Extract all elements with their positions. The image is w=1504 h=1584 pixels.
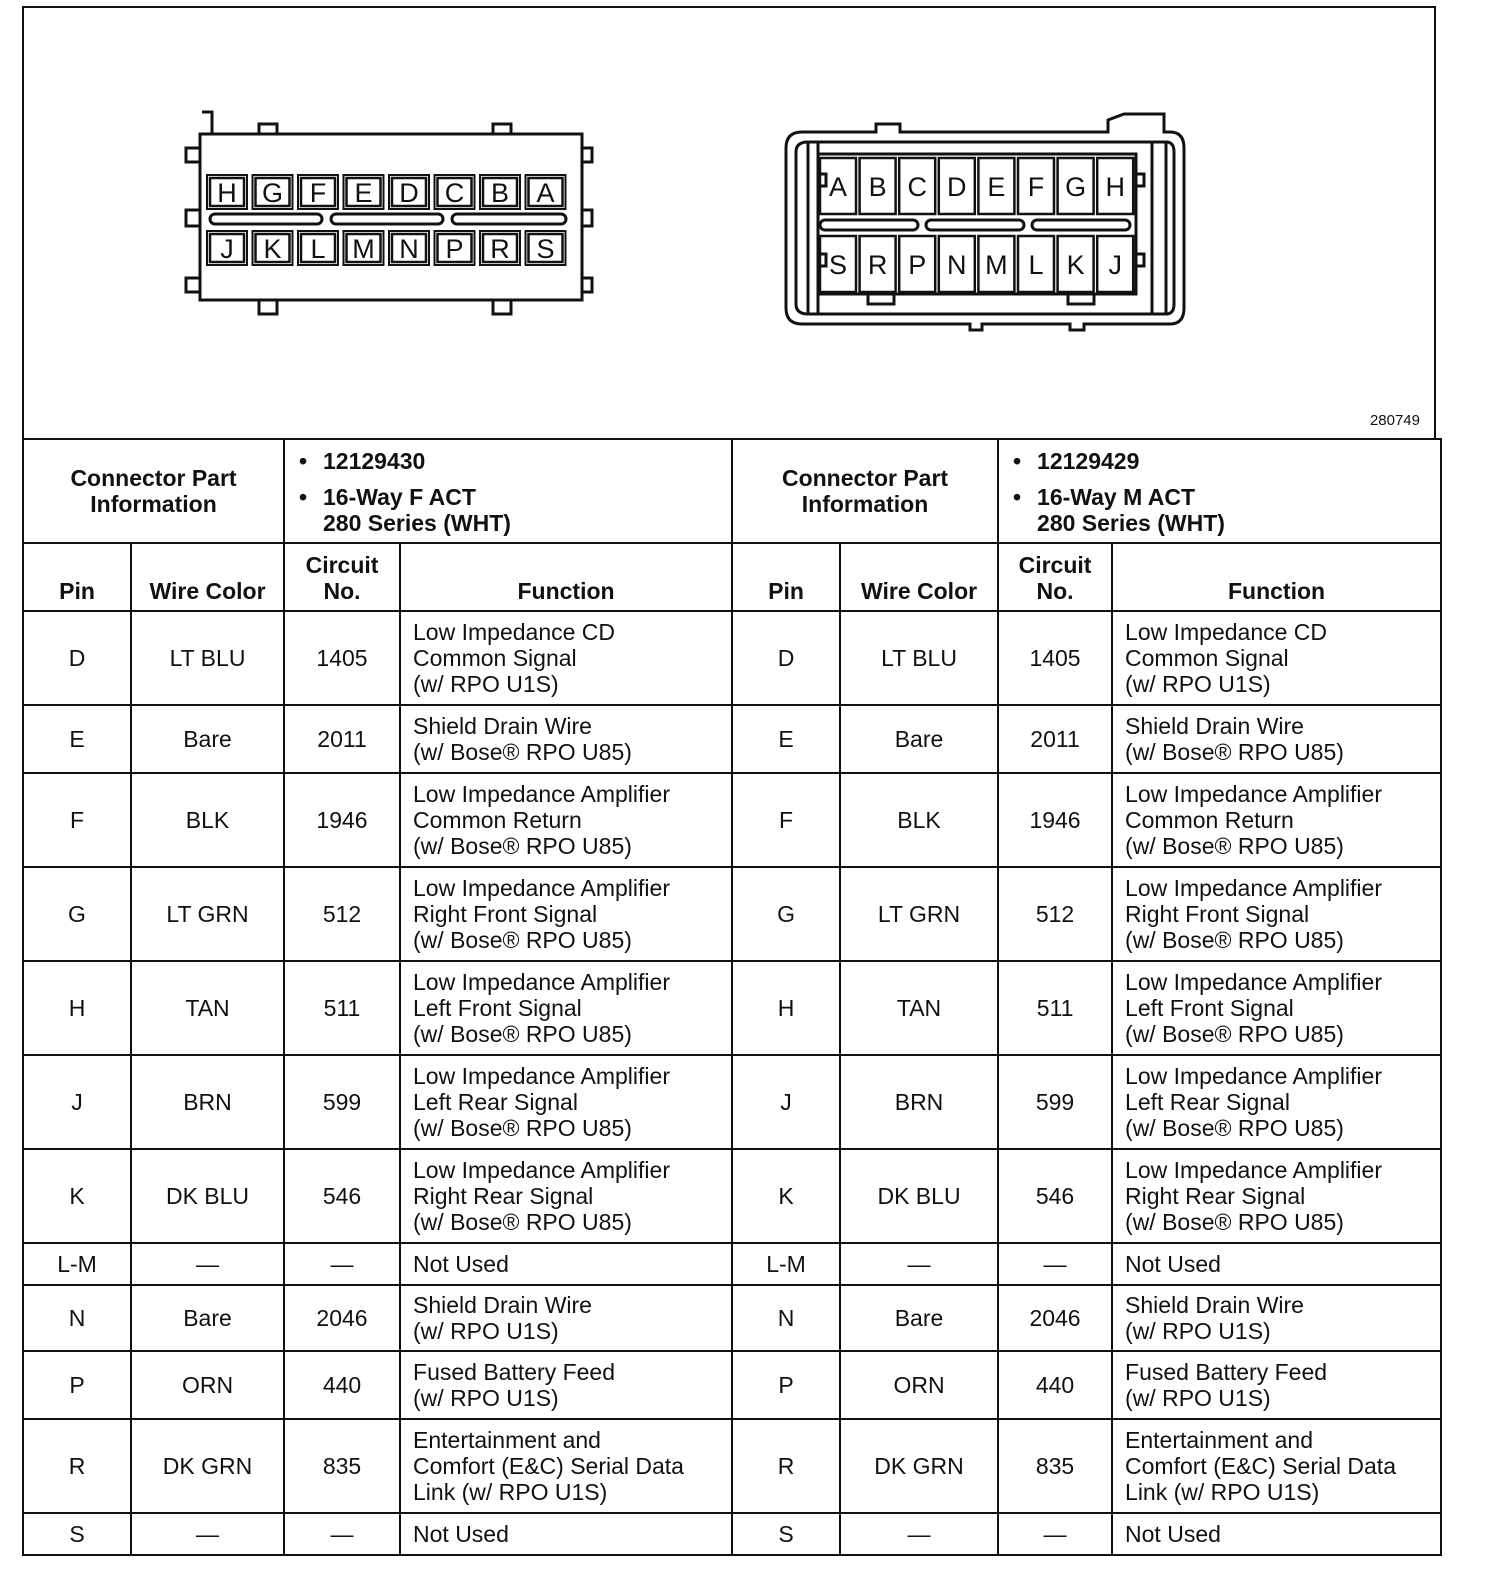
left-pin-cell: N <box>23 1285 131 1351</box>
function-line: Common Signal <box>1125 645 1289 671</box>
function-line: Left Front Signal <box>413 995 582 1021</box>
left-function-cell <box>400 1149 732 1243</box>
right-circuit-cell: 599 <box>998 1055 1112 1149</box>
left-function-cell <box>400 1351 732 1419</box>
right-function-cell <box>1112 867 1441 961</box>
function-line: Not Used <box>1125 1251 1221 1277</box>
connector-info-row <box>23 439 1441 543</box>
right-function-cell <box>1112 773 1441 867</box>
function-line: Comfort (E&C) Serial Data <box>1125 1453 1396 1479</box>
right-circuit-cell: 511 <box>998 961 1112 1055</box>
left-circuit-cell: 2011 <box>284 705 400 773</box>
right-circuit-cell: 2046 <box>998 1285 1112 1351</box>
right-function-cell <box>1112 1055 1441 1149</box>
left-pin-cell: L-M <box>23 1243 131 1285</box>
function-line: Shield Drain Wire <box>1125 713 1304 739</box>
function-line: Common Return <box>413 807 582 833</box>
function-line: (w/ Bose® RPO U85) <box>1125 1115 1344 1141</box>
table-row <box>23 705 1441 773</box>
left-pin-cell: F <box>23 773 131 867</box>
function-line: Fused Battery Feed <box>413 1359 616 1385</box>
function-line: (w/ RPO U1S) <box>413 671 559 697</box>
right-function-cell <box>1112 1513 1441 1555</box>
pin-label: K <box>1066 250 1085 280</box>
table-row <box>23 1285 1441 1351</box>
left-circuit-cell: 2046 <box>284 1285 400 1351</box>
pin-label: H <box>1105 172 1125 202</box>
table-row <box>23 773 1441 867</box>
function-line: (w/ Bose® RPO U85) <box>413 833 632 859</box>
right-function-cell <box>1112 1285 1441 1351</box>
function-line: Low Impedance Amplifier <box>1125 1063 1382 1089</box>
left-pin-cell: J <box>23 1055 131 1149</box>
function-line: (w/ RPO U1S) <box>413 1318 559 1344</box>
left-connector-bottom-pins <box>207 231 566 265</box>
left-connector-face <box>186 112 592 314</box>
function-line: Entertainment and <box>1125 1427 1313 1453</box>
table-row <box>23 1513 1441 1555</box>
pin-label: L <box>1028 250 1044 280</box>
right-circuit-cell: 2011 <box>998 705 1112 773</box>
left-wire-color-cell: DK BLU <box>131 1149 284 1243</box>
left-connector-top-pins <box>207 175 566 209</box>
right-pin-cell: J <box>732 1055 840 1149</box>
pin-label: F <box>1027 172 1045 202</box>
left-part-info <box>284 439 732 543</box>
left-function-cell <box>400 1513 732 1555</box>
function-line: (w/ Bose® RPO U85) <box>413 927 632 953</box>
left-circuit-cell: 1946 <box>284 773 400 867</box>
connector-sheet <box>22 6 1440 1556</box>
pin-label: S <box>536 234 555 264</box>
function-line: Comfort (E&C) Serial Data <box>413 1453 684 1479</box>
right-circuit-cell: 1405 <box>998 611 1112 705</box>
right-connector-top-pins <box>820 158 1133 214</box>
pin-label: E <box>987 172 1006 202</box>
function-line: Left Front Signal <box>1125 995 1294 1021</box>
function-line: Low Impedance Amplifier <box>1125 1157 1382 1183</box>
function-line: Fused Battery Feed <box>1125 1359 1328 1385</box>
right-function-header: Function <box>1112 543 1441 611</box>
pin-label: G <box>1065 172 1087 202</box>
left-function-cell <box>400 773 732 867</box>
right-wire-color-cell: ORN <box>840 1351 998 1419</box>
left-wire-color-cell: LT GRN <box>131 867 284 961</box>
function-line: Right Rear Signal <box>1125 1183 1306 1209</box>
right-part-info <box>998 439 1441 543</box>
left-part-desc-2: 280 Series (WHT) <box>323 510 511 536</box>
right-circuit-cell: — <box>998 1513 1112 1555</box>
function-line: (w/ Bose® RPO U85) <box>1125 833 1344 859</box>
function-line: Common Return <box>1125 807 1294 833</box>
left-pin-cell: K <box>23 1149 131 1243</box>
right-function-cell <box>1112 1351 1441 1419</box>
table-row <box>23 1243 1441 1285</box>
function-line: Low Impedance Amplifier <box>413 1157 670 1183</box>
right-pin-cell: F <box>732 773 840 867</box>
left-function-cell <box>400 611 732 705</box>
left-wire-color-cell: BLK <box>131 773 284 867</box>
function-line: Low Impedance Amplifier <box>413 781 670 807</box>
pin-label: P <box>908 250 927 280</box>
left-wire-color-cell: Bare <box>131 705 284 773</box>
left-function-cell <box>400 867 732 961</box>
function-line: (w/ Bose® RPO U85) <box>413 1209 632 1235</box>
function-line: Low Impedance Amplifier <box>413 875 670 901</box>
right-circuit-cell: — <box>998 1243 1112 1285</box>
circuit-header-line-2: No. <box>1036 578 1074 604</box>
circuit-header-line-1: Circuit <box>305 552 379 578</box>
left-pin-cell: S <box>23 1513 131 1555</box>
left-circuit-cell: 835 <box>284 1419 400 1513</box>
right-circuit-cell: 512 <box>998 867 1112 961</box>
right-wire-color-cell: DK GRN <box>840 1419 998 1513</box>
function-line: Low Impedance Amplifier <box>413 969 670 995</box>
function-line: Low Impedance Amplifier <box>413 1063 670 1089</box>
right-wire-color-cell: DK BLU <box>840 1149 998 1243</box>
function-line: Low Impedance Amplifier <box>1125 969 1382 995</box>
right-pin-cell: G <box>732 867 840 961</box>
function-line: Low Impedance Amplifier <box>1125 875 1382 901</box>
connector-diagram <box>22 6 1436 438</box>
left-circuit-cell: — <box>284 1513 400 1555</box>
function-line: Low Impedance CD <box>413 619 616 645</box>
table-row <box>23 611 1441 705</box>
right-wire-color-cell: LT BLU <box>840 611 998 705</box>
function-line: (w/ Bose® RPO U85) <box>1125 739 1344 765</box>
pin-label: M <box>985 250 1008 280</box>
pin-label: D <box>399 178 419 208</box>
function-line: (w/ Bose® RPO U85) <box>413 1115 632 1141</box>
left-pin-cell: E <box>23 705 131 773</box>
left-pin-cell: R <box>23 1419 131 1513</box>
left-circuit-cell: — <box>284 1243 400 1285</box>
right-function-cell <box>1112 1149 1441 1243</box>
function-line: Right Front Signal <box>413 901 598 927</box>
pin-label: E <box>354 178 373 208</box>
pin-label: C <box>444 178 465 208</box>
left-wire-color-cell: LT BLU <box>131 611 284 705</box>
left-part-desc-1: • 16-Way F ACT <box>323 484 731 510</box>
function-line: Shield Drain Wire <box>413 1292 592 1318</box>
column-header-row <box>23 543 1441 611</box>
pin-label: J <box>220 234 234 264</box>
connector-drawings <box>24 8 1438 440</box>
left-pin-cell: H <box>23 961 131 1055</box>
table-row <box>23 1149 1441 1243</box>
right-part-desc-1: • 16-Way M ACT <box>1037 484 1440 510</box>
left-info-label: Connector Part Information <box>23 439 284 543</box>
pin-label: N <box>399 234 419 264</box>
pin-label: R <box>490 234 510 264</box>
function-line: Shield Drain Wire <box>413 713 592 739</box>
left-wire-color-cell: Bare <box>131 1285 284 1351</box>
left-pin-header: Pin <box>23 543 131 611</box>
right-pin-cell: S <box>732 1513 840 1555</box>
left-wire-color-cell: DK GRN <box>131 1419 284 1513</box>
right-pin-cell: P <box>732 1351 840 1419</box>
function-line: (w/ Bose® RPO U85) <box>1125 927 1344 953</box>
function-line: (w/ Bose® RPO U85) <box>413 739 632 765</box>
pin-label: A <box>536 178 555 208</box>
table-row <box>23 867 1441 961</box>
pin-label: A <box>828 172 848 202</box>
right-function-cell <box>1112 961 1441 1055</box>
right-pin-cell: E <box>732 705 840 773</box>
left-function-cell <box>400 1243 732 1285</box>
pin-label: N <box>947 250 967 280</box>
function-line: Low Impedance CD <box>1125 619 1328 645</box>
left-part-number: • 12129430 <box>323 448 731 474</box>
function-line: Not Used <box>413 1521 509 1547</box>
left-wire-color-cell: ORN <box>131 1351 284 1419</box>
right-pin-cell: N <box>732 1285 840 1351</box>
pinout-rows <box>23 611 1441 1555</box>
right-function-cell <box>1112 611 1441 705</box>
pin-label: M <box>352 234 375 264</box>
function-line: Left Rear Signal <box>413 1089 578 1115</box>
left-circuit-cell: 440 <box>284 1351 400 1419</box>
right-circuit-cell: 440 <box>998 1351 1112 1419</box>
pin-label: L <box>310 234 326 264</box>
table-row <box>23 1419 1441 1513</box>
left-circuit-cell: 512 <box>284 867 400 961</box>
function-line: Low Impedance Amplifier <box>1125 781 1382 807</box>
function-line: Right Front Signal <box>1125 901 1310 927</box>
right-function-cell <box>1112 705 1441 773</box>
function-line: Left Rear Signal <box>1125 1089 1290 1115</box>
right-part-number: • 12129429 <box>1037 448 1440 474</box>
left-wire-color-cell: — <box>131 1243 284 1285</box>
function-line: (w/ RPO U1S) <box>1125 1318 1271 1344</box>
function-line: (w/ Bose® RPO U85) <box>1125 1209 1344 1235</box>
right-wire-color-cell: LT GRN <box>840 867 998 961</box>
left-circuit-cell: 546 <box>284 1149 400 1243</box>
function-line: Not Used <box>413 1251 509 1277</box>
pinout-table <box>22 438 1442 1556</box>
right-function-cell <box>1112 1243 1441 1285</box>
left-function-cell <box>400 1419 732 1513</box>
function-line: Common Signal <box>413 645 577 671</box>
pin-label: H <box>217 178 237 208</box>
right-part-desc-2: 280 Series (WHT) <box>1037 510 1225 536</box>
pin-label: C <box>907 172 927 202</box>
circuit-header-line-2: No. <box>323 578 361 604</box>
right-wire-color-cell: BRN <box>840 1055 998 1149</box>
figure-number: 280749 <box>1369 412 1420 429</box>
right-pin-cell: D <box>732 611 840 705</box>
left-function-cell <box>400 705 732 773</box>
pin-label: K <box>263 234 282 264</box>
right-connector-face <box>786 114 1184 330</box>
pin-label: F <box>309 178 327 208</box>
right-wire-color-cell: TAN <box>840 961 998 1055</box>
right-pin-cell: K <box>732 1149 840 1243</box>
function-line: (w/ Bose® RPO U85) <box>1125 1021 1344 1047</box>
function-line: (w/ Bose® RPO U85) <box>413 1021 632 1047</box>
left-circuit-header <box>284 543 400 611</box>
right-wire-color-header: Wire Color <box>840 543 998 611</box>
function-line: Shield Drain Wire <box>1125 1292 1304 1318</box>
table-row <box>23 961 1441 1055</box>
pin-label: S <box>828 250 848 280</box>
left-pin-cell: G <box>23 867 131 961</box>
right-wire-color-cell: — <box>840 1513 998 1555</box>
left-wire-color-cell: BRN <box>131 1055 284 1149</box>
pin-label: B <box>490 178 510 208</box>
function-line: Not Used <box>1125 1521 1221 1547</box>
left-function-cell <box>400 1055 732 1149</box>
left-circuit-cell: 1405 <box>284 611 400 705</box>
right-pin-cell: H <box>732 961 840 1055</box>
left-function-header: Function <box>400 543 732 611</box>
right-circuit-cell: 546 <box>998 1149 1112 1243</box>
left-pin-cell: D <box>23 611 131 705</box>
right-circuit-cell: 835 <box>998 1419 1112 1513</box>
circuit-header-line-1: Circuit <box>1018 552 1092 578</box>
function-line: Link (w/ RPO U1S) <box>1125 1479 1320 1505</box>
right-pin-header: Pin <box>732 543 840 611</box>
function-line: Entertainment and <box>413 1427 601 1453</box>
right-info-label: Connector Part Information <box>732 439 998 543</box>
left-wire-color-cell: TAN <box>131 961 284 1055</box>
function-line: (w/ RPO U1S) <box>1125 671 1271 697</box>
table-row <box>23 1055 1441 1149</box>
right-connector-bottom-pins <box>820 236 1133 292</box>
left-circuit-cell: 599 <box>284 1055 400 1149</box>
right-wire-color-cell: — <box>840 1243 998 1285</box>
function-line: (w/ RPO U1S) <box>1125 1385 1271 1411</box>
function-line: Right Rear Signal <box>413 1183 594 1209</box>
left-function-cell <box>400 961 732 1055</box>
function-line: (w/ RPO U1S) <box>413 1385 559 1411</box>
right-wire-color-cell: Bare <box>840 1285 998 1351</box>
left-circuit-cell: 511 <box>284 961 400 1055</box>
pin-label: G <box>261 178 284 208</box>
left-wire-color-header: Wire Color <box>131 543 284 611</box>
pin-label: P <box>445 234 464 264</box>
table-row <box>23 1351 1441 1419</box>
right-circuit-cell: 1946 <box>998 773 1112 867</box>
right-pin-cell: L-M <box>732 1243 840 1285</box>
left-pin-cell: P <box>23 1351 131 1419</box>
pin-label: D <box>947 172 967 202</box>
pin-label: J <box>1108 250 1122 280</box>
right-pin-cell: R <box>732 1419 840 1513</box>
function-line: Link (w/ RPO U1S) <box>413 1479 608 1505</box>
right-wire-color-cell: BLK <box>840 773 998 867</box>
right-circuit-header <box>998 543 1112 611</box>
right-function-cell <box>1112 1419 1441 1513</box>
pin-label: B <box>868 172 887 202</box>
left-wire-color-cell: — <box>131 1513 284 1555</box>
right-wire-color-cell: Bare <box>840 705 998 773</box>
pin-label: R <box>867 250 888 280</box>
left-function-cell <box>400 1285 732 1351</box>
